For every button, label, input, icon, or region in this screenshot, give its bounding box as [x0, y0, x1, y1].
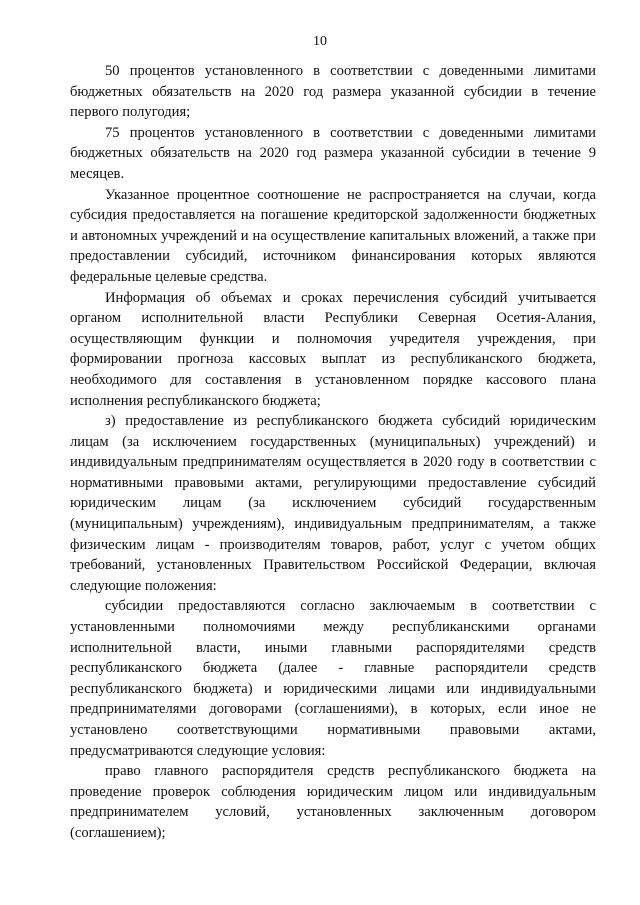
- page-number: 10: [313, 34, 327, 49]
- paragraph-item-z: з) предоставление из республиканского бюджета субсидий юридическим лицам (за исключением государственных (муниципальных) учреждений) и индивидуальным предпринимателям осуществляется в 2020 году в соответствии с нормативными правовыми актами, регулирующими предоставление субсидий юридическим лицам (за исключением субсидий государственным (муниципальным) учреждениям), индивидуальным предпринимателям, а также физическим лицам - производителям товаров, работ, услуг с учетом общих требований, установленных Правительством Российской Федерации, включая следующие положения:: [70, 413, 596, 594]
- page-body: [70, 61, 596, 844]
- paragraph-subsidy-agreements: субсидии предоставляются согласно заключаемым в соответствии с установленными полномочиями между республиканскими органами исполнительной власти, иными главными распорядителями средств республиканского бюджета (далее - главные распорядители средств республиканского бюджета) и юридическими лицами или индивидуальными предпринимателями договорами (соглашениями), в которых, если иное не установлено соответствующими нормативными правовыми актами, предусматриваются следующие условия:: [70, 598, 596, 759]
- paragraph-percentage-exception: Указанное процентное соотношение не распространяется на случаи, когда субсидия предоставляется на погашение кредиторской задолженности бюджетных и автономных учреждений и на осуществление капитальных вложений, а также при предоставлении субсидий, источником финансирования которых являются федеральные целевые средства.: [70, 186, 596, 285]
- paragraph-subsidy-information: Информация об объемах и сроках перечисления субсидий учитывается органом исполнительной власти Республики Северная Осетия-Алания, осуществляющим функции и полномочия учредителя учреждения, при формировании прогноза кассовых выплат из республиканского бюджета, необходимого для составления в установленном порядке кассового плана исполнения республиканского бюджета;: [70, 289, 596, 409]
- paragraph-inspection-right: право главного распорядителя средств республиканского бюджета на проведение проверок соблюдения юридическим лицом или индивидуальным предпринимателем условий, установленных заключенным договором (соглашением);: [70, 763, 596, 841]
- paragraph-first-half-year: 50 процентов установленного в соответствии с доведенными лимитами бюджетных обязательств на 2020 год размера указанной субсидии в течение первого полугодия;: [70, 63, 596, 121]
- paragraph-nine-months: 75 процентов установленного в соответствии с доведенными лимитами бюджетных обязательств на 2020 год размера указанной субсидии в течение 9 месяцев.: [70, 124, 596, 182]
